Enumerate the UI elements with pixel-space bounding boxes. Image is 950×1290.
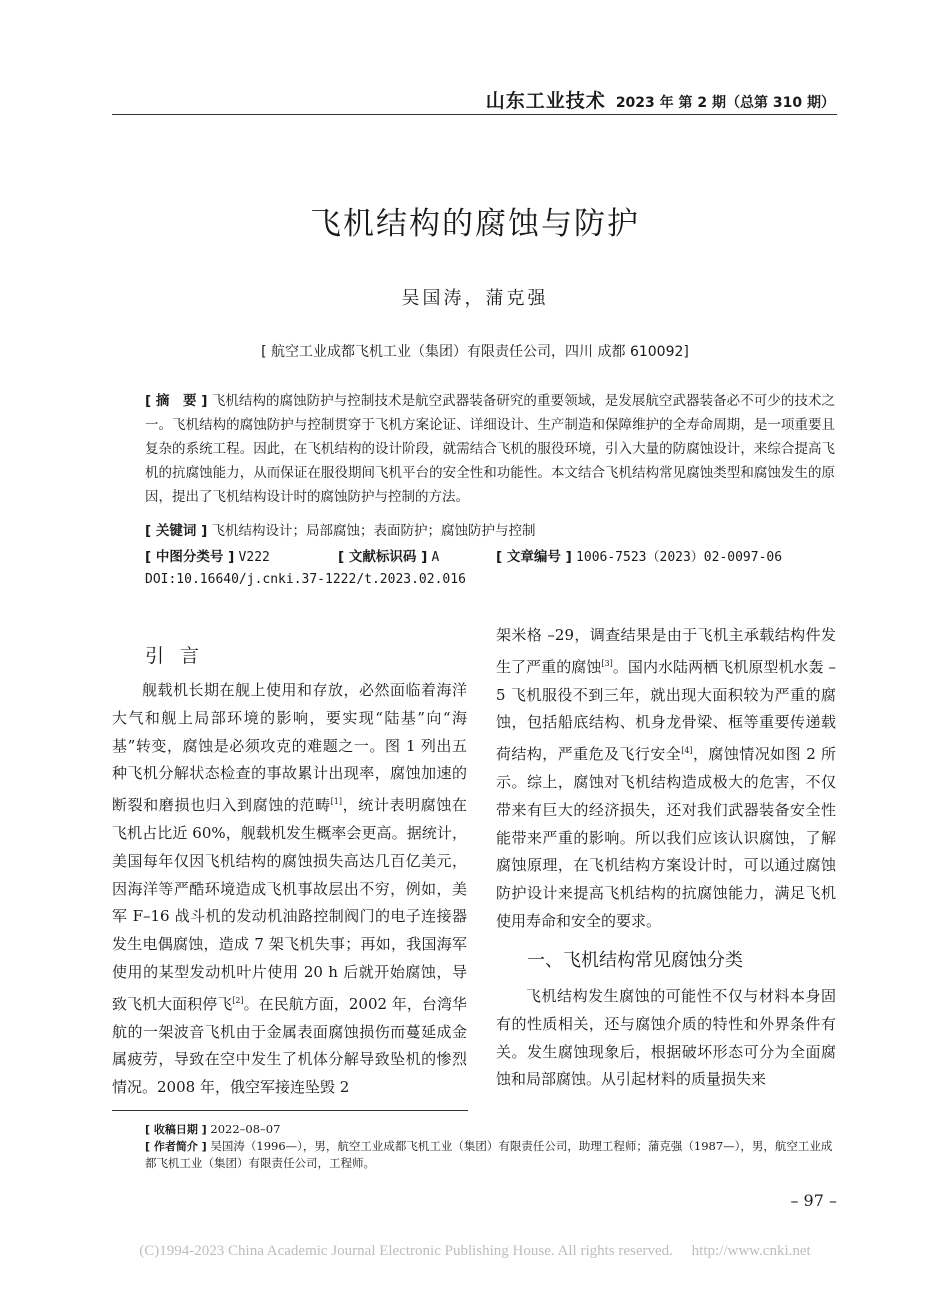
received-label: [ 收稿日期 ] (145, 1123, 207, 1136)
footnote-rule (112, 1110, 468, 1111)
article-number (496, 545, 782, 565)
author-bio-label: [ 作者简介 ] (145, 1140, 207, 1153)
abstract-text: 飞机结构的腐蚀防护与控制技术是航空武器装备研究的重要领域，是发展航空武器装备必不可少的技术之一。飞机结构的腐蚀防护与控制贯穿于飞机方案论证、详细设计、生产制造和保障维护的全寿命周期，是一项重要且复杂的系统工程。因此，在飞机结构的设计阶段，就需结合飞机的服役环境，引入大量的防腐蚀设计，来综合提高飞机的抗腐蚀能力，从而保证在服役期间飞机平台的安全性和功能性。本文结合飞机结构常见腐蚀类型和腐蚀发生的原因，提出了飞机结构设计时的腐蚀防护与控制的方法。 (145, 393, 835, 505)
section-1-paragraph: 飞机结构发生腐蚀的可能性不仅与材料本身固有的性质相关，还与腐蚀介质的特性和外界条件有关。发生腐蚀现象后，根据破坏形态可分为全面腐蚀和局部腐蚀。从引起材料的质量损失来 (496, 987, 836, 1089)
journal-name: 山东工业技术 (485, 90, 606, 112)
keywords (145, 519, 536, 539)
keywords-label: [ 关键词 ] (145, 523, 208, 539)
author-bio-text: 吴国涛（1996—），男，航空工业成都飞机工业（集团）有限责任公司，助理工程师；蒲克强（1987—），男，航空工业成都飞机工业（集团）有限责任公司，工程师。 (145, 1139, 833, 1170)
doi (145, 571, 466, 587)
doi-value: DOI:10.16640/j.cnki.37-1222/t.2023.02.016 (145, 572, 466, 587)
header-rule (112, 114, 837, 115)
clc-number (145, 545, 270, 565)
right-column (496, 622, 836, 936)
intro-cont-text-2: 。国内水陆两栖飞机原型机水轰 –5 飞机服役不到三年，就出现大面积较为严重的腐蚀，包括船底结构、机身龙骨梁、框等重要传递载荷结构，严重危及飞行安全 (496, 657, 836, 764)
intro-text-2: ，统计表明腐蚀在飞机占比近 60%，舰载机发生概率会更高。据统计，美国每年仅因飞机结构的腐蚀损失高达几百亿美元，因海洋等严酷环境造成飞机事故层出不穷，例如，美军 F–16 战斗机的发动机油路控制阀门的电子连接器发生电偶腐蚀，造成 7 架飞机失事；再如，我国海军使用的某型发动机叶片使用 20 h 后就开始腐蚀，导致飞机大面积停飞 (112, 796, 467, 1013)
intro-text-1: 舰载机长期在舰上使用和存放，必然面临着海洋大气和舰上局部环境的影响，要实现“陆基”向“海基”转变，腐蚀是必须攻克的难题之一。图 1 列出五种飞机分解状态检查的事故累计出现率，腐蚀加速的断裂和磨损也归入到腐蚀的范畴 (112, 681, 467, 815)
article-no-value: 1006-7523（2023）02-0097-06 (576, 550, 783, 565)
abstract-label: [ 摘 要 ] (145, 393, 208, 409)
article-no-label: [ 文章编号 ] (496, 549, 572, 565)
footnotes (145, 1121, 835, 1171)
citation-3: [3] (601, 658, 613, 668)
doc-code-value: A (431, 550, 440, 565)
keywords-text: 飞机结构设计；局部腐蚀；表面防护；腐蚀防护与控制 (211, 523, 536, 539)
issue-info: 2023 年 第 2 期（总第 310 期） (615, 95, 835, 111)
clc-value: V222 (238, 550, 270, 565)
citation-2: [2] (232, 995, 244, 1005)
intro-heading: 引 言 (145, 645, 205, 667)
intro-text-3: 。在民航方面，2002 年，台湾华航的一架波音飞机由于金属表面腐蚀损伤而蔓延成金属疲劳，导致在空中发生了机体分解导致坠机的惨烈情况。2008 年，俄空军接连坠毁 2 (112, 994, 467, 1097)
intro-paragraph-continued (496, 622, 836, 936)
page-number: – 97 – (790, 1191, 837, 1210)
author-bio (145, 1138, 835, 1171)
intro-paragraph (112, 677, 467, 1102)
received-date (145, 1121, 835, 1138)
citation-1: [1] (330, 797, 343, 807)
abstract (145, 389, 835, 509)
left-column (112, 677, 467, 1102)
citation-4: [4] (681, 746, 693, 756)
article-title: 飞机结构的腐蚀与防护 (310, 206, 640, 242)
affiliation: [ 航空工业成都飞机工业（集团）有限责任公司，四川 成都 610092] (261, 344, 689, 360)
section-1-heading: 一、飞机结构常见腐蚀分类 (527, 950, 743, 971)
document-code (338, 545, 439, 565)
clc-label: [ 中图分类号 ] (145, 549, 235, 565)
authors: 吴国涛，蒲克强 (401, 288, 549, 309)
received-value: 2022–08–07 (210, 1122, 281, 1136)
section-1-body (496, 983, 836, 1094)
intro-cont-text-3: ，腐蚀情况如图 2 所示。综上，腐蚀对飞机结构造成极大的危害，不仅带来有巨大的经济损失，还对我们武器装备安全性能带来严重的影响。所以我们应该认识腐蚀，了解腐蚀原理，在飞机结构方案设计时，可以通过腐蚀防护设计来提高飞机结构的抗腐蚀能力，满足飞机使用寿命和安全的要求。 (496, 745, 836, 930)
intro-cont-text-1: 架米格 –29，调查结果是由于飞机主承载结构件发生了严重的腐蚀 (496, 626, 836, 676)
running-header (486, 86, 835, 113)
doc-code-label: [ 文献标识码 ] (338, 549, 428, 565)
copyright-watermark: (C)1994-2023 China Academic Journal Electronic Publishing House. All rights reserved. http://www.cnki.net (139, 1243, 811, 1259)
